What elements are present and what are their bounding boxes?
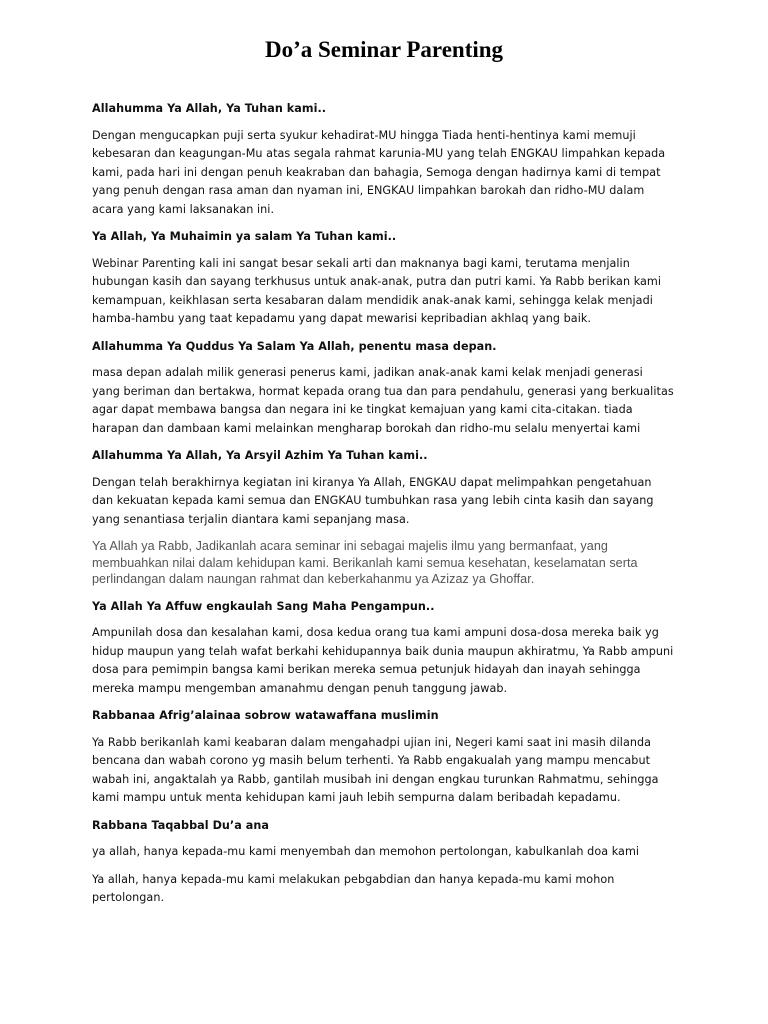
section-paragraph: Ya allah, hanya kepada-mu kami melakukan pebgabdian dan hanya kepada-mu kami mohon pertolongan. bbox=[92, 872, 615, 905]
document-title: Do’a Seminar Parenting bbox=[264, 37, 504, 62]
section-paragraph: Dengan telah berakhirnya kegiatan ini kiranya Ya Allah, ENGKAU dapat melimpahkan pengetahuan dan kekuatan kepada kami semua dan ENGKAU tumbuhkan rasa yang lebih cinta kasih dan sayang yang senantiasa terjalin diantara kami sepanjang masa. bbox=[92, 475, 654, 526]
section-heading: Ya Allah Ya Affuw engkaulah Sang Maha Pengampun.. bbox=[92, 599, 435, 613]
document-body bbox=[92, 100, 674, 917]
section-paragraph: Dengan mengucapkan puji serta syukur kehadirat-MU hingga Tiada henti-hentinya kami memuji kebesaran dan keagungan-Mu atas segala rahmat karunia-MU yang telah ENGKAU limpahkan kepada kami, pada hari ini dengan penuh keakraban dan bahagia, Semoga dengan hadirnya kami di tempat yang penuh dengan rasa aman dan nyaman ini, ENGKAU limpahkan barokah dan ridho-MU dalam acara yang kami laksanakan ini. bbox=[92, 128, 666, 216]
section-heading: Rabbanaa Afrig’alainaa sobrow watawaffana muslimin bbox=[92, 709, 439, 723]
section-heading: Allahumma Ya Allah, Ya Tuhan kami.. bbox=[92, 102, 327, 115]
section-paragraph-alt: Ya Allah ya Rabb, Jadikanlah acara seminar ini sebagai majelis ilmu yang bermanfaat, yang membuahkan nilai dalam kehidupan kami. Berikanlah kami semua kesehatan, keselamatan serta perlindangan dalam naungan rahmat dan keberkahanmu ya Azizaz ya Ghoffar. bbox=[92, 539, 638, 587]
section-heading: Allahumma Ya Quddus Ya Salam Ya Allah, penentu masa depan. bbox=[92, 339, 497, 353]
section-paragraph: Webinar Parenting kali ini sangat besar sekali arti dan maknanya bagi kami, terutama menjalin hubungan kasih dan sayang terkhusus untuk anak-anak, putra dan putri kami. Ya Rabb berikan kami kemampuan, keikhlasan serta kesabaran dalam mendidik anak-anak kami, sehingga kelak menjadi hamba-hambu yang taat kepadamu yang dapat mewarisi kepribadian akhlaq yang baik. bbox=[92, 256, 662, 325]
section-heading: Rabbana Taqabbal Du’a ana bbox=[92, 818, 269, 832]
section-paragraph: Ya Rabb berikanlah kami keabaran dalam mengahadpi ujian ini, Negeri kami saat ini masih dilanda bencana dan wabah corono yg masih belum terhenti. Ya Rabb engakualah yang mampu mencabut wabah ini, angaktalah ya Rabb, gantilah musibah ini dengan engkau turunkan Rahmatmu, sehingga kami mampu untuk menta kehidupan kami jauh lebih sempurna dalam beribadah kepadamu. bbox=[92, 735, 659, 805]
section-paragraph: masa depan adalah milik generasi penerus kami, jadikan anak-anak kami kelak menjadi generasi yang beriman dan bertakwa, hormat kepada orang tua dan para pendahulu, generasi yang berkualitas agar dapat membawa bangsa dan negara ini ke tingkat kemajuan yang kami cita-citakan. tiada harapan dan dambaan kami melainkan mengharap borokah dan ridho-mu selalu menyertai kami bbox=[92, 366, 674, 435]
section-paragraph: ya allah, hanya kepada-mu kami menyembah dan memohon pertolongan, kabulkanlah doa kami bbox=[92, 845, 640, 859]
section-heading: Allahumma Ya Allah, Ya Arsyil Azhim Ya Tuhan kami.. bbox=[92, 449, 428, 462]
section-paragraph: Ampunilah dosa dan kesalahan kami, dosa kedua orang tua kami ampuni dosa-dosa mereka baik yg hidup maupun yang telah wafat berkahi kehidupannya baik dunia maupun akhiratmu, Ya Rabb ampuni dosa para pemimpin bangsa kami berikan mereka semua petunjuk hidayah dan inayah sehingga mereka mampu mengemban amanahmu dengan penuh tanggung jawab. bbox=[92, 626, 674, 695]
section-heading: Ya Allah, Ya Muhaimin ya salam Ya Tuhan kami.. bbox=[92, 230, 397, 243]
